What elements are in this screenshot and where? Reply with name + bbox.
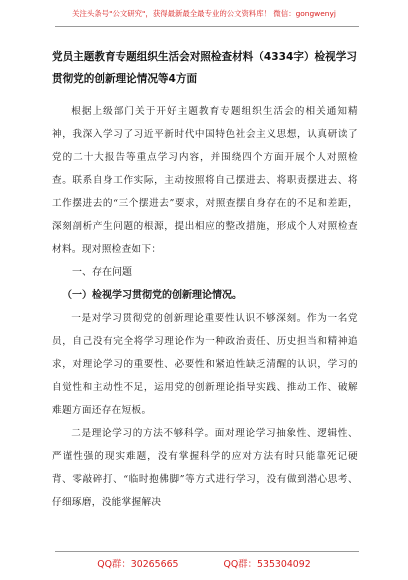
header-banner: 关注头条号"公文研究"，获得最新最全最专业的公文资料库！ 微信：gongwenyj (72, 9, 336, 18)
footer-contact (0, 556, 408, 570)
header-divider (55, 26, 359, 27)
footer-divider (55, 551, 359, 552)
document-body (52, 46, 358, 514)
body-paragraph-1: 一是对学习贯彻党的创新理论重要性认识不够深刻。作为一名党员，自己没有完全将学习理论作为一种政治责任、历史担当和精神追求，对理论学习的重要性、必要性和紧迫性缺乏清醒的认识，学习的自觉性和主动性不足，运用党的创新理论指导实践、推动工作、破解难题方面还存在短板。 (52, 313, 358, 416)
document-title: 党员主题教育专题组织生活会对照检查材料（4334字）检视学习贯彻党的创新理论情况等4方面 (52, 51, 357, 85)
subsection-heading: （一）检视学习贯彻党的创新理论情况。 (62, 290, 242, 301)
section-heading: 一、存在问题 (72, 267, 132, 278)
footer-qq-group-1: QQ群：30265665 (97, 559, 179, 570)
footer-qq-group-2: QQ群：535304092 (223, 559, 311, 570)
body-paragraph-2: 二是理论学习的方法不够科学。面对理论学习抽象性、逻辑性、严谨性强的现实难题，没有掌握科学的应对方法有时只能靠死记硬背、零敲碎打、“临时抱佛脚”等方式进行学习，没有做到潜心思考、仔细琢磨，没能掌握解决 (52, 428, 358, 508)
intro-paragraph: 根据上级部门关于开好主题教育专题组织生活会的相关通知精神，我深入学习了习近平新时代中国特色社会主义思想，认真研读了党的二十大报告等重点学习内容，并围绕四个方面开展个人对照检查。联系自身工作实际，主动按照将自己摆进去、将职责摆进去、将工作摆进去的“三个摆进去”要求，对照查摆自身存在的不足和差距，深刻剖析产生问题的根源，提出相应的整改措施，形成个人对照检查材料。现对照检查如下： (52, 106, 358, 255)
